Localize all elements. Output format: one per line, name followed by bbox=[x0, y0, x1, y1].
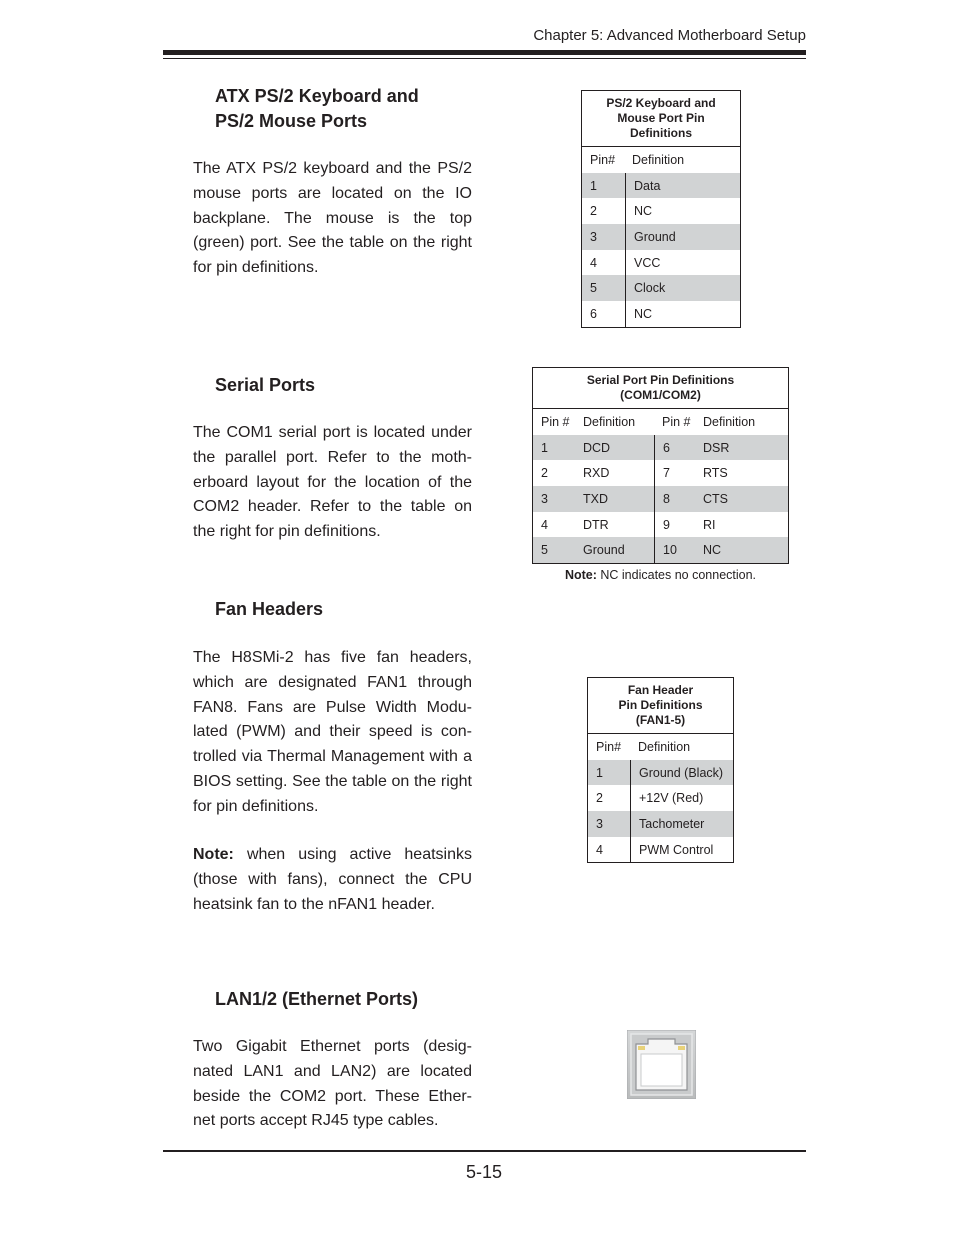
fan-pin-table bbox=[587, 677, 734, 863]
header-cell-definition: Definition bbox=[632, 152, 685, 167]
rj45-port-icon bbox=[627, 1030, 696, 1099]
definition-cell: RXD bbox=[583, 466, 610, 481]
fan-table-title-line: Fan Header bbox=[627, 683, 694, 697]
ps2-table-header-row bbox=[582, 147, 740, 173]
serial-table-title-line: (COM1/COM2) bbox=[620, 388, 701, 402]
serial-table-title-line: Serial Port Pin Definitions bbox=[586, 373, 735, 387]
pin-cell: 3 bbox=[596, 816, 603, 831]
definition-cell: Ground bbox=[625, 224, 740, 250]
pin-cell: 5 bbox=[590, 281, 597, 296]
pin-cell: 2 bbox=[590, 204, 597, 219]
header-cell-pin: Pin # bbox=[541, 414, 570, 429]
pin-cell: 7 bbox=[654, 460, 695, 486]
pin-cell: 1 bbox=[541, 440, 548, 455]
ps2-table-title-line: Definitions bbox=[630, 126, 692, 140]
pin-cell: 8 bbox=[654, 486, 695, 512]
definition-cell: NC bbox=[625, 301, 740, 327]
pin-cell: 5 bbox=[541, 543, 548, 558]
serial-body: The COM1 serial port is located under the parallel port. Refer to the moth-erboard layout for the location of the COM2 header. Refer to the table on the right for pin definitions. bbox=[193, 424, 472, 541]
definition-cell: VCC bbox=[625, 250, 740, 276]
serial-note-text: NC indicates no connection. bbox=[596, 568, 757, 582]
definition-cell: DTR bbox=[583, 517, 609, 532]
definition-cell: Clock bbox=[625, 275, 740, 301]
header-rule-thick bbox=[163, 50, 806, 55]
header-cell-pin: Pin # bbox=[662, 414, 691, 429]
ps2-pin-table bbox=[581, 90, 741, 328]
serial-table-header-row bbox=[533, 409, 788, 435]
header-cell-pin: Pin# bbox=[596, 739, 622, 754]
definition-cell: RTS bbox=[703, 466, 728, 481]
table-row bbox=[533, 435, 788, 461]
footer-rule bbox=[163, 1150, 806, 1152]
ps2-body: The ATX PS/2 keyboard and the PS/2 mouse ports are located on the IO backplane. The mouse is the top (green) port. See the table on the right for pin definitions. bbox=[193, 160, 472, 277]
fan-heading: Fan Headers bbox=[215, 599, 324, 619]
table-row bbox=[582, 250, 740, 276]
pin-cell: 3 bbox=[590, 229, 597, 244]
table-row bbox=[533, 537, 788, 563]
header-cell-definition: Definition bbox=[638, 739, 691, 754]
ps2-table-title-line: Mouse Port Pin bbox=[617, 111, 705, 125]
definition-cell: RI bbox=[703, 517, 716, 532]
header-cell-definition: Definition bbox=[583, 414, 636, 429]
fan-table-title-line: (FAN1-5) bbox=[635, 713, 686, 727]
table-row bbox=[588, 837, 733, 863]
fan-table-header-row bbox=[588, 734, 733, 760]
definition-cell: CTS bbox=[703, 491, 728, 506]
fan-note bbox=[193, 843, 472, 917]
definition-cell: Data bbox=[625, 173, 740, 199]
table-row bbox=[582, 224, 740, 250]
pin-cell: 2 bbox=[541, 466, 548, 481]
definition-cell: NC bbox=[625, 198, 740, 224]
definition-cell: Tachometer bbox=[630, 811, 733, 837]
ps2-table-title bbox=[582, 91, 740, 147]
ps2-heading bbox=[215, 84, 419, 134]
definition-cell: +12V (Red) bbox=[630, 785, 733, 811]
table-row bbox=[582, 275, 740, 301]
definition-cell: DSR bbox=[703, 440, 730, 455]
table-row bbox=[533, 460, 788, 486]
definition-cell: Ground bbox=[583, 543, 625, 558]
fan-table-title bbox=[588, 678, 733, 734]
fan-body: The H8SMi-2 has five fan headers, which are designated FAN1 through FAN8. Fans are Pulse Width Modu-lated (PWM) and their speed is con-trolled via Thermal Management with a BIOS setting. See the table on the right for pin definitions. bbox=[193, 649, 472, 815]
serial-table-note bbox=[532, 568, 789, 582]
serial-table-title bbox=[533, 368, 788, 409]
table-row bbox=[588, 811, 733, 837]
serial-note-label: Note: bbox=[564, 568, 597, 582]
header-cell-definition: Definition bbox=[703, 414, 756, 429]
chapter-title: Chapter 5: Advanced Motherboard Setup bbox=[533, 27, 806, 44]
lan-body: Two Gigabit Ethernet ports (desig-nated LAN1 and LAN2) are located beside the COM2 port. These Ether-net ports accept RJ45 type cables. bbox=[193, 1038, 472, 1130]
pin-cell: 6 bbox=[590, 306, 597, 321]
table-row bbox=[582, 198, 740, 224]
pin-cell: 4 bbox=[590, 255, 597, 270]
fan-table-title-line: Pin Definitions bbox=[618, 698, 703, 712]
pin-cell: 3 bbox=[541, 491, 548, 506]
definition-cell: DCD bbox=[583, 440, 611, 455]
table-row bbox=[533, 512, 788, 538]
serial-heading: Serial Ports bbox=[215, 375, 316, 395]
table-row bbox=[588, 760, 733, 786]
pin-cell: 9 bbox=[654, 512, 695, 538]
pin-cell: 1 bbox=[590, 178, 597, 193]
table-row bbox=[582, 173, 740, 199]
header-cell-pin: Pin# bbox=[590, 152, 616, 167]
pin-cell: 10 bbox=[654, 537, 695, 563]
ps2-table-title-line: PS/2 Keyboard and bbox=[606, 96, 716, 110]
definition-cell: TXD bbox=[583, 491, 608, 506]
lan-heading: LAN1/2 (Ethernet Ports) bbox=[215, 989, 419, 1009]
pin-cell: 6 bbox=[654, 435, 695, 461]
pin-cell: 4 bbox=[596, 842, 603, 857]
header-rule-thin bbox=[163, 58, 806, 59]
pin-cell: 4 bbox=[541, 517, 548, 532]
serial-pin-table bbox=[532, 367, 789, 564]
table-row bbox=[533, 486, 788, 512]
definition-cell: PWM Control bbox=[630, 837, 733, 863]
fan-note-text: when using active heatsinks (those with fans), connect the CPU heatsink fan to the nFAN1 header. bbox=[193, 846, 472, 913]
page-number: 5-15 bbox=[465, 1162, 503, 1182]
table-row bbox=[582, 301, 740, 327]
pin-cell: 2 bbox=[596, 791, 603, 806]
ps2-heading-line1: ATX PS/2 Keyboard and bbox=[215, 86, 419, 106]
fan-note-label: Note: bbox=[193, 846, 234, 863]
definition-cell: Ground (Black) bbox=[630, 760, 733, 786]
pin-cell: 1 bbox=[596, 765, 603, 780]
table-row bbox=[588, 785, 733, 811]
ps2-heading-line2: PS/2 Mouse Ports bbox=[215, 111, 368, 131]
definition-cell: NC bbox=[703, 543, 722, 558]
